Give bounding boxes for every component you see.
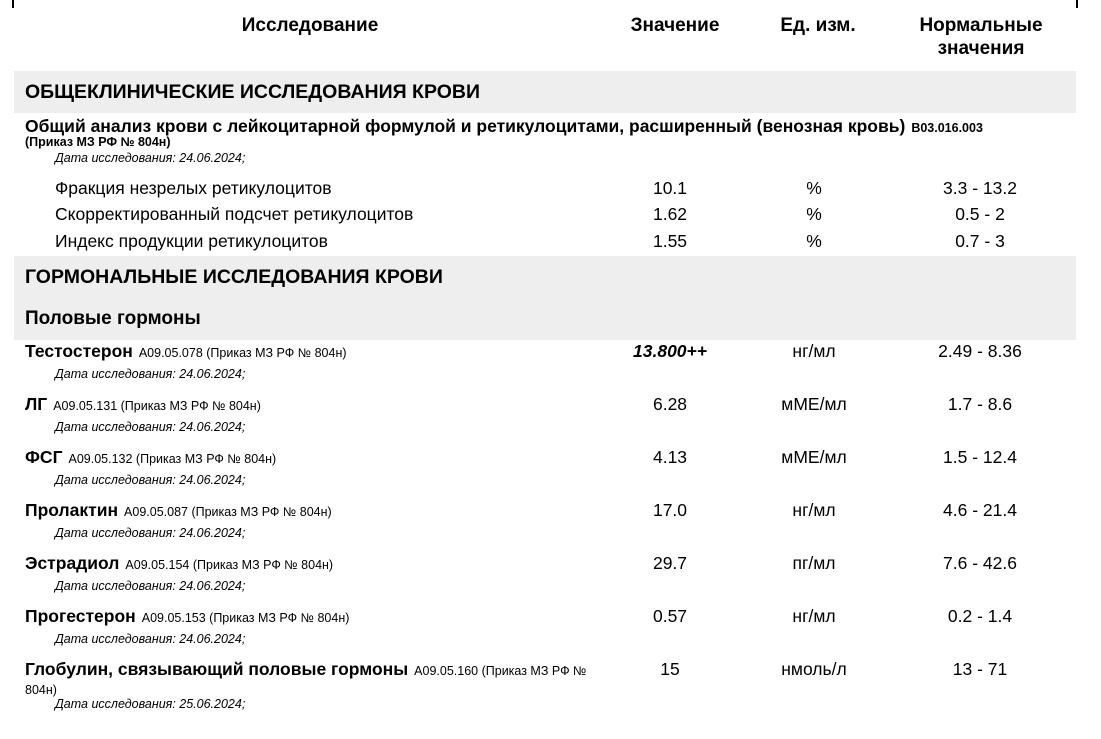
row-norm: 0.7 - 3 — [955, 231, 1005, 251]
row-unit: нг/мл — [792, 606, 836, 626]
test-name-line — [25, 341, 347, 362]
test-name: ФСГ — [25, 447, 63, 467]
test-code: A09.05.131 (Приказ МЗ РФ № 804н) — [53, 399, 261, 413]
test-code: A09.05.132 (Приказ МЗ РФ № 804н) — [68, 452, 277, 466]
row-value: 6.28 — [652, 394, 688, 414]
row-norm: 1.7 - 8.6 — [947, 394, 1013, 414]
test-name-line — [25, 500, 332, 521]
row-unit: мМЕ/мл — [781, 394, 847, 414]
header-normal-line2: значения — [937, 38, 1025, 59]
test-name: ЛГ — [25, 394, 48, 414]
row-norm: 2.49 - 8.36 — [938, 341, 1022, 361]
row-unit: нг/мл — [792, 341, 836, 361]
frame-left-edge — [12, 0, 14, 8]
header-unit: Ед. изм. — [780, 15, 856, 36]
cbc-test-title — [25, 116, 983, 137]
row-name: Индекс продукции ретикулоцитов — [55, 231, 328, 251]
row-unit: мМЕ/мл — [781, 447, 847, 467]
test-date: Дата исследования: 24.06.2024; — [55, 526, 246, 540]
row-name: Скорректированный подсчет ретикулоцитов — [55, 204, 414, 224]
test-name-line — [25, 447, 276, 468]
test-date: Дата исследования: 25.06.2024; — [55, 697, 246, 711]
header-normal — [895, 14, 1067, 60]
row-norm: 0.2 - 1.4 — [947, 606, 1013, 626]
row-value: 1.55 — [652, 231, 688, 251]
cbc-test-code: B03.016.003 — [911, 121, 983, 135]
cbc-test-order: (Приказ МЗ РФ № 804н) — [25, 135, 171, 149]
header-normal-line1: Нормальные — [919, 15, 1043, 36]
section-title-general: ОБЩЕКЛИНИЧЕСКИЕ ИССЛЕДОВАНИЯ КРОВИ — [25, 81, 480, 103]
test-code: A09.05.087 (Приказ МЗ РФ № 804н) — [124, 505, 332, 519]
row-value: 10.1 — [652, 178, 688, 198]
subsection-title-sex-hormones: Половые гормоны — [25, 308, 201, 329]
test-name: Глобулин, связывающий половые гормоны — [25, 659, 409, 679]
row-norm: 7.6 - 42.6 — [943, 553, 1017, 573]
cbc-test-date: Дата исследования: 24.06.2024; — [55, 151, 246, 165]
test-name-line — [25, 606, 349, 627]
row-norm: 3.3 - 13.2 — [943, 178, 1017, 198]
test-date: Дата исследования: 24.06.2024; — [55, 420, 246, 434]
section-title-hormones: ГОРМОНАЛЬНЫЕ ИССЛЕДОВАНИЯ КРОВИ — [25, 266, 443, 288]
row-value: 29.7 — [652, 553, 688, 573]
test-name: Тестостерон — [25, 341, 133, 361]
test-code: A09.05.154 (Приказ МЗ РФ № 804н) — [125, 558, 334, 572]
row-norm: 4.6 - 21.4 — [943, 500, 1017, 520]
test-name: Эстрадиол — [25, 553, 120, 573]
test-date: Дата исследования: 24.06.2024; — [55, 632, 246, 646]
test-date: Дата исследования: 24.06.2024; — [55, 579, 246, 593]
row-norm: 0.5 - 2 — [955, 204, 1005, 224]
test-name: Пролактин — [25, 500, 119, 520]
test-name-line — [25, 661, 615, 699]
test-code: A09.05.078 (Приказ МЗ РФ № 804н) — [138, 346, 347, 360]
frame-right-edge — [1076, 0, 1078, 8]
row-value: 0.57 — [652, 606, 688, 626]
test-code: A09.05.153 (Приказ МЗ РФ № 804н) — [141, 611, 350, 625]
test-name-line — [25, 394, 261, 415]
row-value: 4.13 — [652, 447, 688, 467]
row-value: 15 — [660, 659, 680, 679]
row-norm: 1.5 - 12.4 — [943, 447, 1017, 467]
test-name-line — [25, 553, 333, 574]
row-value: 17.0 — [652, 500, 688, 520]
header-value: Значение — [630, 15, 720, 36]
row-unit: нг/мл — [792, 500, 836, 520]
row-unit: % — [806, 204, 822, 224]
row-unit: % — [806, 178, 822, 198]
test-code: A09.05.160 (Приказ МЗ РФ № 804н) — [25, 664, 587, 697]
row-name: Фракция незрелых ретикулоцитов — [55, 178, 332, 198]
row-value-flagged: 13.800++ — [633, 341, 707, 361]
row-unit: % — [806, 231, 822, 251]
row-unit: нмоль/л — [781, 659, 847, 679]
row-value: 1.62 — [652, 204, 688, 224]
row-norm: 13 - 71 — [952, 659, 1008, 679]
header-study: Исследование — [241, 15, 379, 36]
test-date: Дата исследования: 24.06.2024; — [55, 473, 246, 487]
cbc-test-name: Общий анализ крови с лейкоцитарной формулой и ретикулоцитами, расширенный (венозная кровь) — [25, 116, 906, 136]
test-date: Дата исследования: 24.06.2024; — [55, 367, 246, 381]
test-name: Прогестерон — [25, 606, 136, 626]
row-unit: пг/мл — [792, 553, 836, 573]
